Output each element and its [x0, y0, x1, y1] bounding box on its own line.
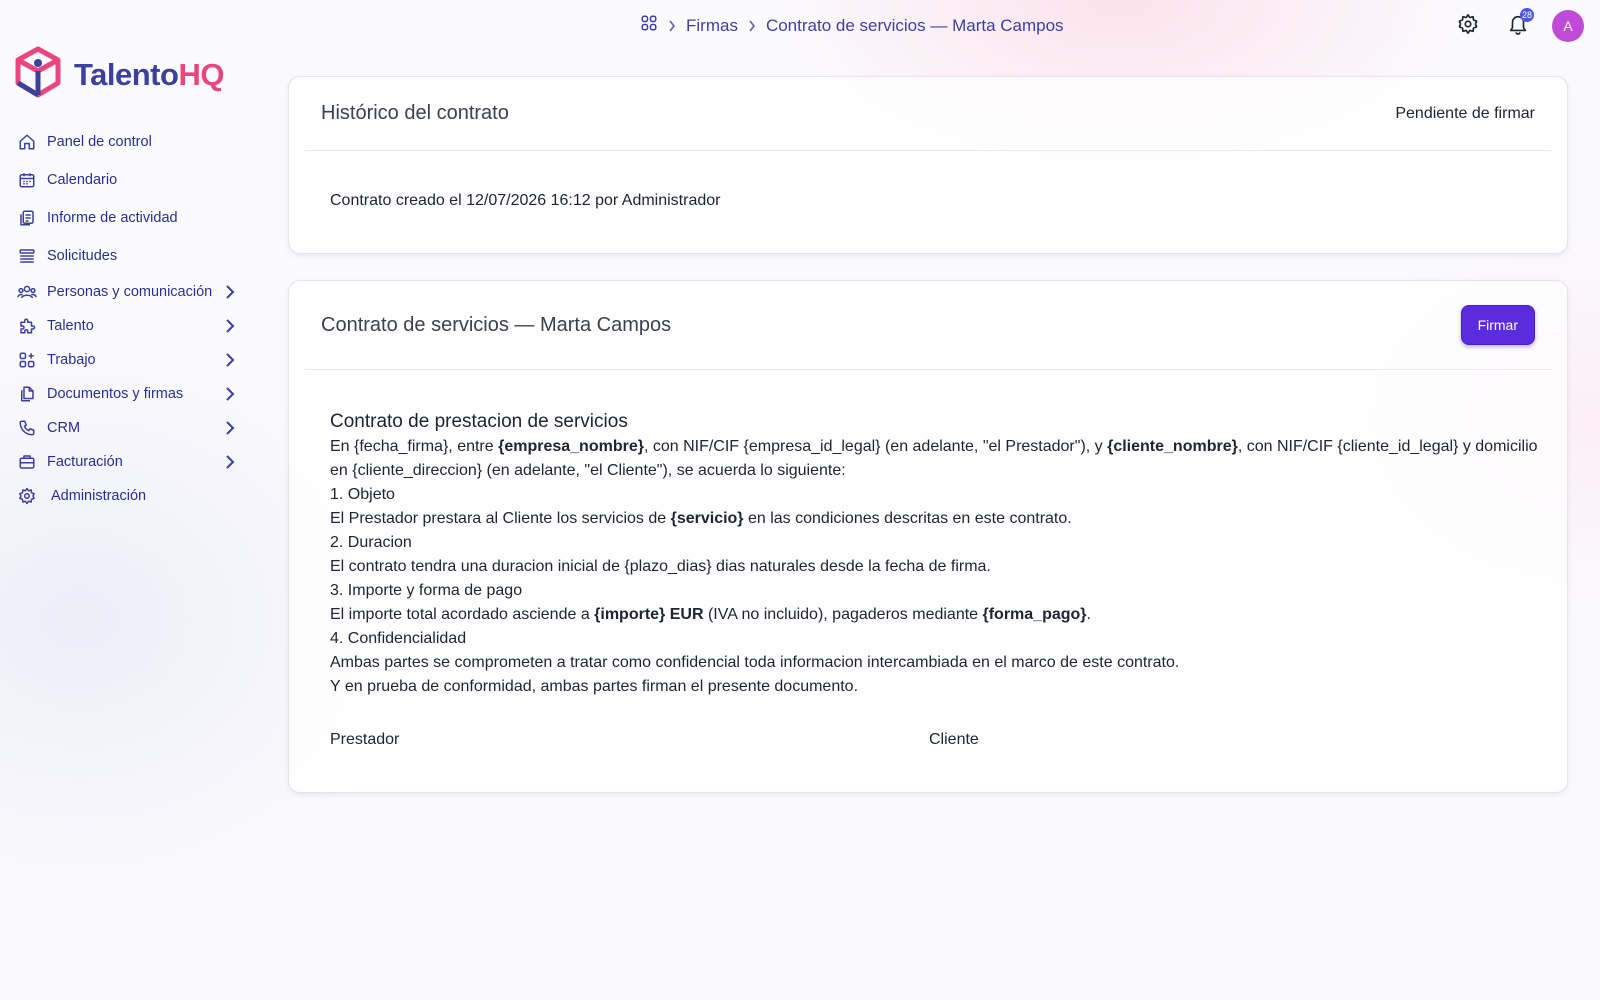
logo[interactable]: [14, 46, 224, 103]
chevron-right-icon: [668, 20, 676, 32]
calendar-icon: [16, 169, 38, 191]
gear-icon: [16, 485, 38, 507]
grid-icon[interactable]: [640, 14, 658, 37]
history-title: Histórico del contrato: [321, 102, 509, 124]
section-bold-amount: {importe} EUR: [594, 606, 704, 623]
phone-icon: [16, 417, 38, 439]
breadcrumb: [640, 14, 1064, 37]
sidebar-item-calendario[interactable]: [16, 163, 248, 197]
section-text: El importe total acordado asciende a: [330, 606, 595, 623]
section-2-title: 2. Duracion: [330, 534, 412, 551]
sidebar-item-label: Talento: [47, 318, 94, 334]
document-intro: [330, 435, 1540, 483]
section-3-title: 3. Importe y forma de pago: [330, 582, 523, 599]
settings-button[interactable]: [1452, 10, 1484, 42]
section-4-title: 4. Confidencialidad: [330, 630, 467, 647]
sidebar-item-label: Solicitudes: [47, 248, 118, 264]
people-icon: [16, 281, 38, 303]
sidebar-item-label: Personas y comunicación: [47, 284, 213, 300]
signer-client: Cliente: [929, 731, 979, 748]
section-text: en las condiciones descritas en este contrato.: [743, 510, 1072, 527]
history-card: [288, 76, 1568, 254]
sidebar-item-label: Administración: [51, 488, 147, 504]
section-2-text: El contrato tendra una duracion inicial de {plazo_dias} dias naturales desde la fecha de firma.: [330, 558, 991, 575]
sidebar-item-label: Documentos y firmas: [47, 386, 184, 402]
section-text: (IVA no incluido), pagaderos mediante: [703, 606, 983, 623]
sidebar-item-label: Trabajo: [47, 352, 96, 368]
chevron-right-icon: [222, 455, 238, 469]
avatar[interactable]: A: [1552, 10, 1584, 42]
chevron-right-icon: [222, 387, 238, 401]
intro-bold-company: {empresa_nombre}: [498, 438, 644, 455]
sidebar-item-label: Facturación: [47, 454, 123, 470]
section-3-text: [330, 603, 1540, 627]
apps-icon: [16, 349, 38, 371]
signer-provider: Prestador: [330, 731, 400, 748]
sidebar-item-solicitudes[interactable]: [16, 239, 248, 273]
logo-cube-icon: [14, 46, 62, 103]
history-card-header: [305, 77, 1551, 151]
status-badge: Pendiente de firmar: [1395, 104, 1535, 122]
section-4-text: Ambas partes se comprometen a tratar como confidencial toda informacion intercambiada en el marco de este contrato.: [330, 654, 1180, 671]
intro-bold-client: {cliente_nombre}: [1107, 438, 1238, 455]
section-1-title: 1. Objeto: [330, 486, 395, 503]
chevron-right-icon: [222, 319, 238, 333]
logo-text: [74, 57, 224, 93]
sidebar-item-label: Panel de control: [47, 134, 152, 150]
sidebar-item-personas-y-comunicacion[interactable]: [16, 275, 248, 309]
sidebar-item-trabajo[interactable]: [16, 343, 248, 377]
section-bold-service: {servicio}: [670, 510, 744, 527]
sidebar-item-informe-de-actividad[interactable]: [16, 201, 248, 235]
sidebar-item-panel-de-control[interactable]: [16, 125, 248, 159]
chevron-right-icon: [222, 421, 238, 435]
intro-text: , con NIF/CIF {cliente_id_legal} y domicilio en {cliente_direccion} (en adelante, "el Cliente"), se acuerda lo siguiente:: [330, 438, 1538, 479]
sidebar-item-crm[interactable]: [16, 411, 248, 445]
notifications-button[interactable]: [1502, 10, 1534, 42]
sidebar-item-label: CRM: [47, 420, 81, 436]
report-icon: [16, 207, 38, 229]
contract-title: Contrato de servicios — Marta Campos: [321, 313, 672, 336]
section-text: El Prestador prestara al Cliente los servicios de: [330, 510, 671, 527]
intro-text: En {fecha_firma}, entre: [330, 438, 499, 455]
sidebar-item-documentos-y-firmas[interactable]: [16, 377, 248, 411]
sidebar-item-facturacion[interactable]: [16, 445, 248, 479]
list-icon: [16, 245, 38, 267]
sidebar-item-administracion[interactable]: [16, 479, 248, 513]
document-title: Contrato de prestacion de servicios: [330, 411, 628, 432]
chevron-right-icon: [222, 353, 238, 367]
contract-document: [330, 411, 1540, 699]
documents-icon: [16, 383, 38, 405]
section-1-text: [330, 507, 1540, 531]
sidebar-nav: [16, 125, 248, 513]
notifications-badge: 28: [1521, 10, 1532, 20]
logo-text-accent: HQ: [178, 56, 224, 92]
briefcase-icon: [16, 451, 38, 473]
chevron-right-icon: [748, 20, 756, 32]
breadcrumb-item-firmas[interactable]: Firmas: [686, 15, 738, 35]
sidebar-item-talento[interactable]: [16, 309, 248, 343]
section-bold-payment: {forma_pago}: [982, 606, 1087, 623]
sidebar-item-label: Calendario: [47, 172, 118, 188]
section-text: .: [1086, 606, 1091, 623]
contract-card: [288, 280, 1568, 793]
closing-text: Y en prueba de conformidad, ambas partes firman el presente documento.: [330, 678, 859, 695]
intro-text: , con NIF/CIF {empresa_id_legal} (en adelante, "el Prestador"), y: [643, 438, 1108, 455]
gear-icon: [1457, 13, 1479, 40]
puzzle-icon: [16, 315, 38, 337]
logo-text-primary: Talento: [74, 56, 179, 92]
contract-card-header: [305, 281, 1551, 370]
top-actions: [1452, 10, 1584, 42]
home-icon: [16, 131, 38, 153]
chevron-right-icon: [222, 285, 238, 299]
sidebar-item-label: Informe de actividad: [47, 210, 178, 226]
sign-button[interactable]: Firmar: [1461, 305, 1535, 345]
history-entry: Contrato creado el 12/07/2026 16:12 por Administrador: [330, 192, 721, 209]
sidebar: [0, 0, 260, 1000]
breadcrumb-item-current: Contrato de servicios — Marta Campos: [765, 15, 1064, 35]
